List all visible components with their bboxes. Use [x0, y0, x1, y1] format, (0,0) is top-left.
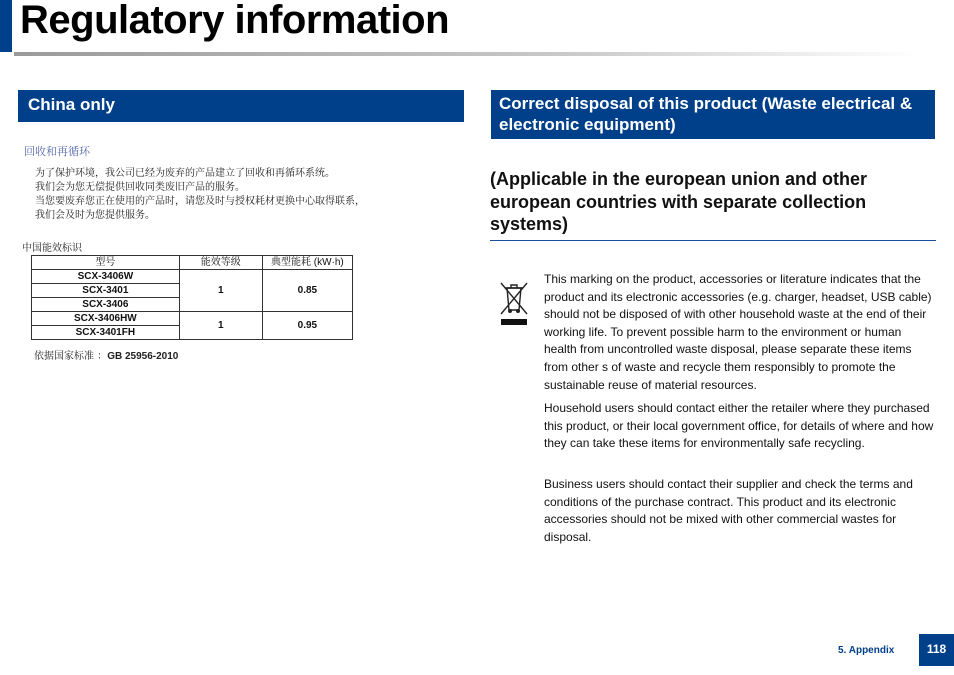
- page-title: Regulatory information: [20, 0, 450, 42]
- model-cell: SCX-3406: [32, 298, 180, 312]
- recycle-paragraph-line: 当您要废弃您正在使用的产品时，请您及时与授权耗材更换中心取得联系，: [35, 196, 365, 207]
- standard-code: GB 25956-2010: [107, 351, 179, 362]
- model-cell: SCX-3401: [32, 284, 180, 298]
- model-cell: SCX-3401FH: [32, 326, 180, 340]
- footer-section-label: 5. Appendix: [838, 645, 895, 656]
- model-cell: SCX-3406W: [32, 270, 180, 284]
- china-recycling-notice: [18, 136, 365, 376]
- applicability-subheading: (Applicable in the european union and other european countries with separate collection systems): [490, 169, 868, 234]
- table-row: [32, 270, 353, 284]
- recycle-heading: 回收和再循环: [24, 145, 90, 158]
- model-cell: SCX-3406HW: [32, 312, 180, 326]
- title-divider: [14, 52, 919, 56]
- grade-cell: 1: [179, 270, 262, 312]
- table-header-row: [32, 256, 353, 270]
- national-standard: [34, 347, 178, 362]
- standard-prefix: 依据国家标准 ：: [34, 351, 108, 362]
- recycle-paragraph-line: 为了保护环境，我公司已经为废弃的产品建立了回收和再循环系统。: [35, 168, 335, 179]
- energy-efficiency-table: [31, 255, 353, 340]
- disposal-paragraph: Household users should contact either the retailer where they purchased this product, or their local government office, for details of where and how they can take these items for environmentally safe recycling.: [544, 401, 934, 451]
- subheading-divider: [490, 240, 936, 241]
- header-grade: 能效等级: [179, 256, 262, 270]
- header-consumption: 典型能耗 (kW·h): [262, 256, 352, 270]
- consumption-cell: 0.85: [262, 270, 352, 312]
- disposal-paragraph: This marking on the product, accessories or literature indicates that the product and its electronic accessories (e.g. charger, headset, USB cable) should not be disposed of with other household waste at the end of their working life. To prevent possible harm to the environment or human health from uncontrolled waste disposal, please separate these items from other s of waste and recycle them responsibly to promote the sustainable reuse of material resources.: [544, 272, 932, 392]
- grade-cell: 1: [179, 312, 262, 340]
- disposal-paragraph: Business users should contact their supplier and check the terms and conditions of the purchase contract. This product and its electronic accessories should not be mixed with other commercial wastes for disposal.: [544, 477, 913, 544]
- consumption-cell: 0.95: [262, 312, 352, 340]
- page-number: 118: [919, 634, 954, 666]
- header-model: 型号: [32, 256, 180, 270]
- table-row: [32, 312, 353, 326]
- recycle-paragraph-line: 我们会为您无偿提供回收同类废旧产品的服务。: [35, 182, 245, 193]
- disposal-header: Correct disposal of this product (Waste electrical & electronic equipment): [491, 90, 935, 139]
- china-only-header: China only: [18, 90, 464, 122]
- energy-label-heading: 中国能效标识: [22, 243, 82, 254]
- title-accent-bar: [0, 0, 12, 52]
- crossed-out-wheelie-bin-icon: [498, 280, 530, 328]
- recycle-paragraph-line: 我们会及时为您提供服务。: [35, 210, 155, 221]
